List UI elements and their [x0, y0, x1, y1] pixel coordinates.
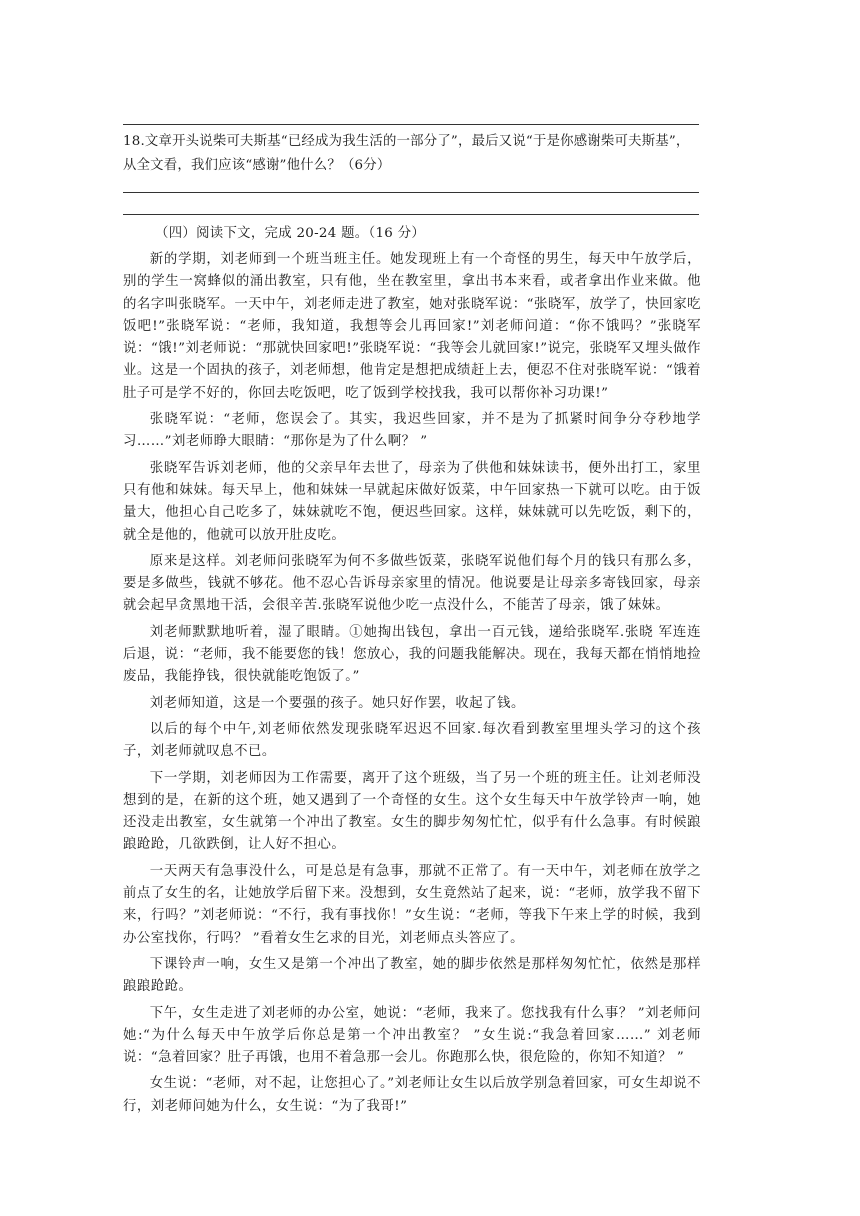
passage-paragraph: 张晓军告诉刘老师，他的父亲早年去世了，母亲为了供他和妹妹读书，便外出打工，家里只有他和妹妹。每天早上，他和妹妹一早就起床做好饭菜，中午回家热一下就可以吃。由于饭量大，他担心自己吃多了，妹妹就吃不饱，便迟些回家。这样，妹妹就可以先吃饭，剩下的，就全是他的，他就可以放开肚皮吃。	[123, 460, 701, 543]
passage-paragraph: 刘老师默默地听着，湿了眼睛。①她掏出钱包，拿出一百元钱，递给张晓军.张晓 军连连后退，说：“老师，我不能要您的钱！您放心，我的问题我能解决。现在，我每天都在悄悄地捡废品，我能挣钱，很快就能吃饱饭了。”	[123, 624, 701, 685]
passage-paragraph: 原来是这样。刘老师问张晓军为何不多做些饭菜，张晓军说他们每个月的钱只有那么多，要是多做些，钱就不够花。他不忍心告诉母亲家里的情况。他说要是让母亲多寄钱回家，母亲就会起早贪黑地干活，会很辛苦.张晓军说他少吃一点没什么，不能苦了母亲，饿了妹妹。	[123, 553, 701, 614]
passage-paragraph: 刘老师知道，这是一个要强的孩子。她只好作罢，收起了钱。	[149, 695, 525, 711]
question-18: 18.文章开头说柴可夫斯基“已经成为我生活的一部分了”，最后又说“于是你感谢柴可夫斯基”，从全文看，我们应该“感谢”他什么？（6分）	[123, 134, 690, 173]
reading-passage	[123, 249, 701, 1122]
passage-paragraph: 张晓军说：“老师，您误会了。其实，我迟些回家，并不是为了抓紧时间争分夺秒地学习……”刘老师睁大眼睛：“那你是为了什么啊？ ”	[123, 412, 701, 450]
section-4-title: （四）阅读下文，完成 20-24 题。（16 分）	[155, 226, 426, 241]
answer-line-1	[123, 192, 699, 193]
passage-paragraph: 女生说：“老师，对不起，让您担心了。”刘老师让女生以后放学别急着回家，可女生却说不行，刘老师问她为什么，女生说：“为了我哥!”	[123, 1076, 701, 1114]
passage-paragraph: 新的学期，刘老师到一个班当班主任。她发现班上有一个奇怪的男生，每天中午放学后，别的学生一窝蜂似的涌出教室，只有他，坐在教室里，拿出书本来看，或者拿出作业来做。他的名字叫张晓军。一天中午，刘老师走进了教室，她对张晓军说：“张晓军，放学了，快回家吃饭吧!”张晓军说：“老师，我知道，我想等会儿再回家!”刘老师问道：“你不饿吗？”张晓军说：“饿!”刘老师说：“那就快回家吧!”张晓军说：“我等会儿就回家!”说完，张晓军又埋头做作业。这是一个固执的孩子，刘老师想，他肯定是想把成绩赶上去，便忍不住对张晓军说：“饿着肚子可是学不好的，你回去吃饭吧，吃了饭到学校找我，我可以帮你补习功课!”	[123, 252, 701, 401]
passage-paragraph: 下一学期，刘老师因为工作需要，离开了这个班级，当了另一个班的班主任。让刘老师没想到的是，在新的这个班，她又遇到了一个奇怪的女生。这个女生每天中午放学铃声一响，她还没走出教室，女生就第一个冲出了教室。女生的脚步匆匆忙忙，似乎有什么急事。有时候踉踉跄跄，几欲跌倒，让人好不担心。	[123, 770, 701, 853]
passage-paragraph: 下午，女生走进了刘老师的办公室，她说：“老师，我来了。您找我有什么事？ ”刘老师问她:“为什么每天中午放学后你总是第一个冲出教室？ ”女生说:“我急着回家……” 刘老师说：“急着回家？肚子再饿，也用不着急那一会儿。你跑那么快，很危险的，你知不知道？ ”	[123, 1005, 701, 1066]
passage-paragraph: 以后的每个中午,刘老师依然发现张晓军迟迟不回家.每次看到教室里埋头学习的这个孩子，刘老师就叹息不已。	[123, 721, 701, 760]
answer-line-2	[123, 214, 699, 215]
passage-paragraph: 下课铃声一响，女生又是第一个冲出了教室，她的脚步依然是那样匆匆忙忙，依然是那样踉踉跄跄。	[123, 956, 701, 995]
answer-line-top	[123, 124, 699, 125]
passage-paragraph: 一天两天有急事没什么，可是总是有急事，那就不正常了。有一天中午，刘老师在放学之前点了女生的名，让她放学后留下来。没想到，女生竟然站了起来，说：“老师，放学我不留下来，行吗？”刘老师说：“不行，我有事找你！”女生说：“老师，等我下午来上学的时候，我到办公室找你，行吗？ ”看着女生乞求的目光，刘老师点头答应了。	[123, 863, 701, 946]
